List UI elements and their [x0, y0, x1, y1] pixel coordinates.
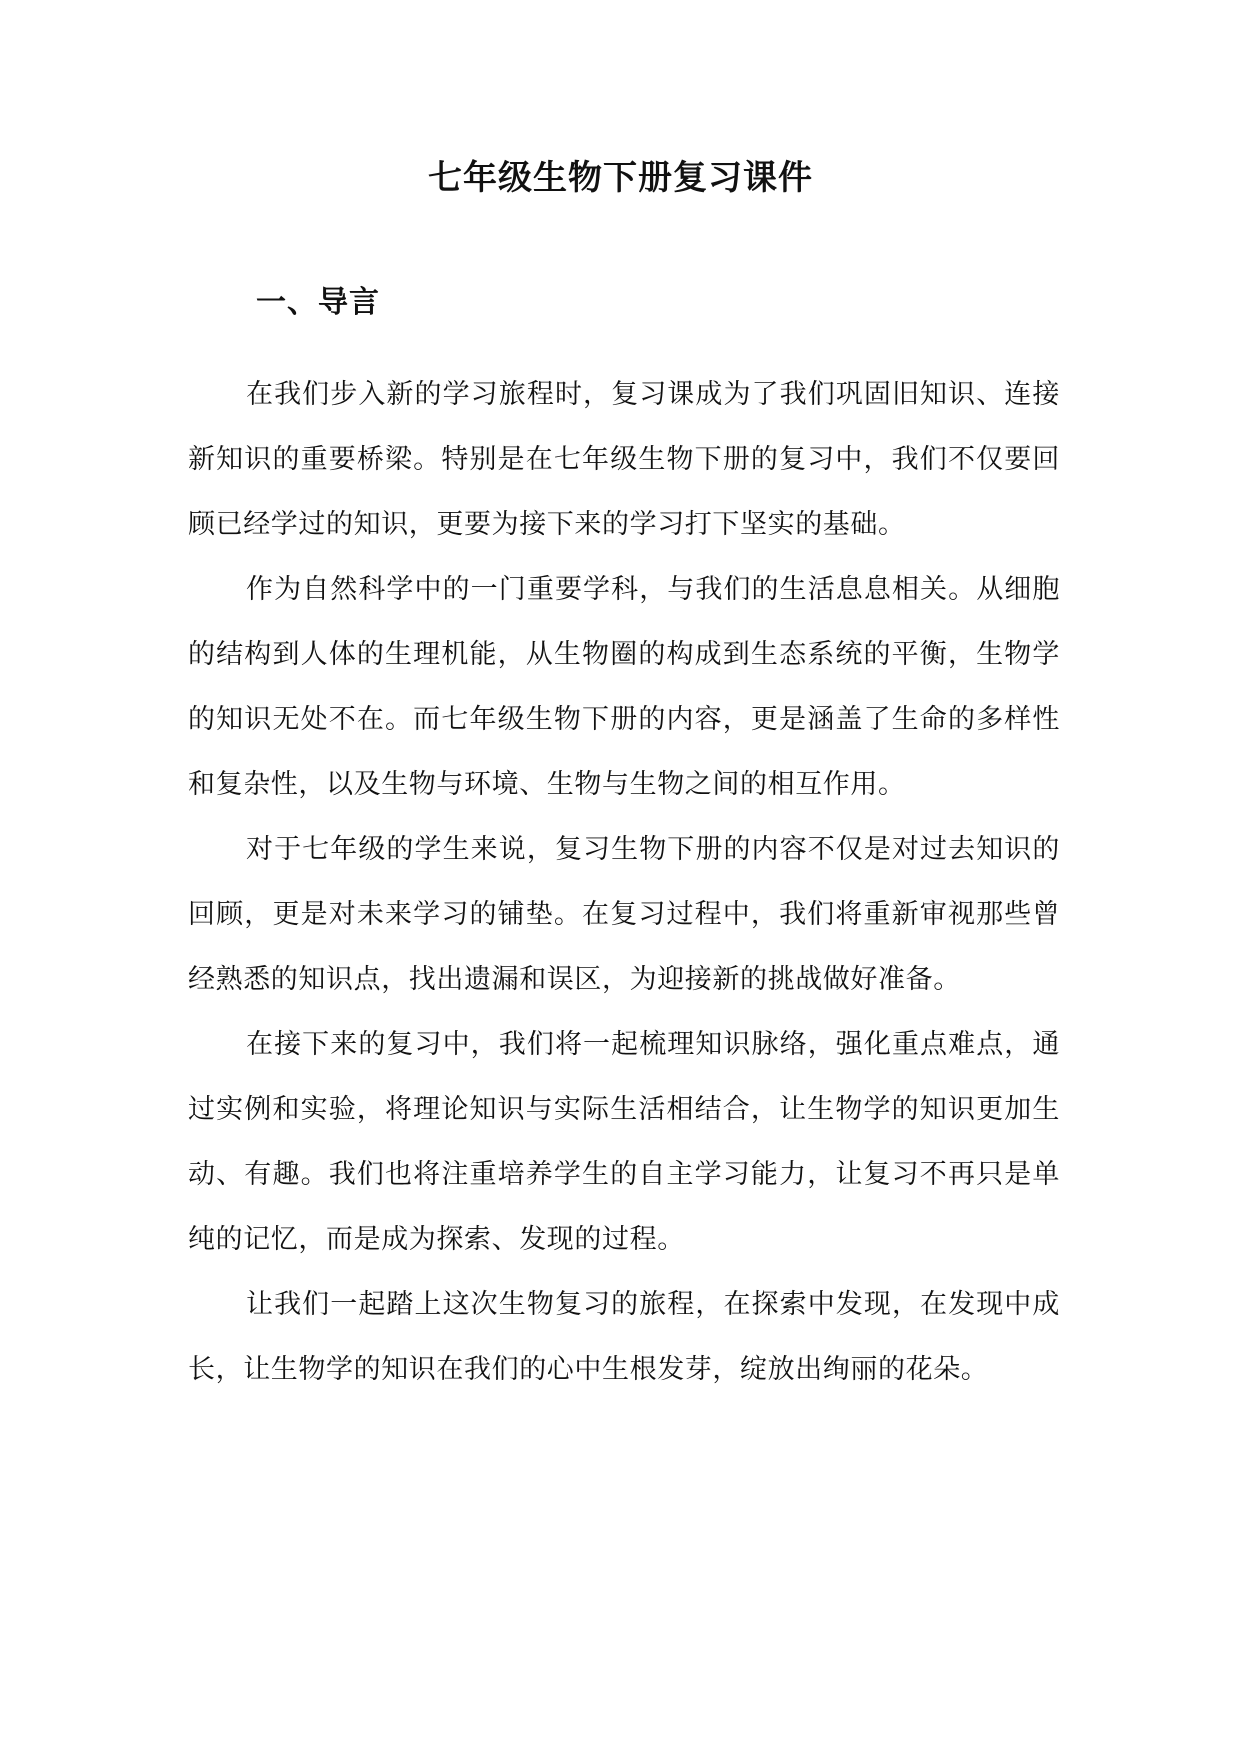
section-heading-introduction: 一、导言 [256, 285, 380, 320]
paragraph-5: 让我们一起踏上这次生物复习的旅程，在探索中发现，在发现中成长，让生物学的知识在我们的心中生根发芽，绽放出绚丽的花朵。 [188, 1289, 1060, 1385]
paragraph-3: 对于七年级的学生来说，复习生物下册的内容不仅是对过去知识的回顾，更是对未来学习的铺垫。在复习过程中，我们将重新审视那些曾经熟悉的知识点，找出遗漏和误区，为迎接新的挑战做好准备。 [188, 834, 1060, 995]
paragraph-4: 在接下来的复习中，我们将一起梳理知识脉络，强化重点难点，通过实例和实验，将理论知识与实际生活相结合，让生物学的知识更加生动、有趣。我们也将注重培养学生的自主学习能力，让复习不再只是单纯的记忆，而是成为探索、发现的过程。 [188, 1029, 1060, 1255]
section-body [188, 362, 1060, 1402]
paragraph-1: 在我们步入新的学习旅程时，复习课成为了我们巩固旧知识、连接新知识的重要桥梁。特别是在七年级生物下册的复习中，我们不仅要回顾已经学过的知识，更要为接下来的学习打下坚实的基础。 [188, 379, 1060, 540]
document-title: 七年级生物下册复习课件 [428, 158, 813, 198]
paragraph-2: 作为自然科学中的一门重要学科，与我们的生活息息相关。从细胞的结构到人体的生理机能，从生物圈的构成到生态系统的平衡，生物学的知识无处不在。而七年级生物下册的内容，更是涵盖了生命的多样性和复杂性，以及生物与环境、生物与生物之间的相互作用。 [188, 574, 1060, 800]
